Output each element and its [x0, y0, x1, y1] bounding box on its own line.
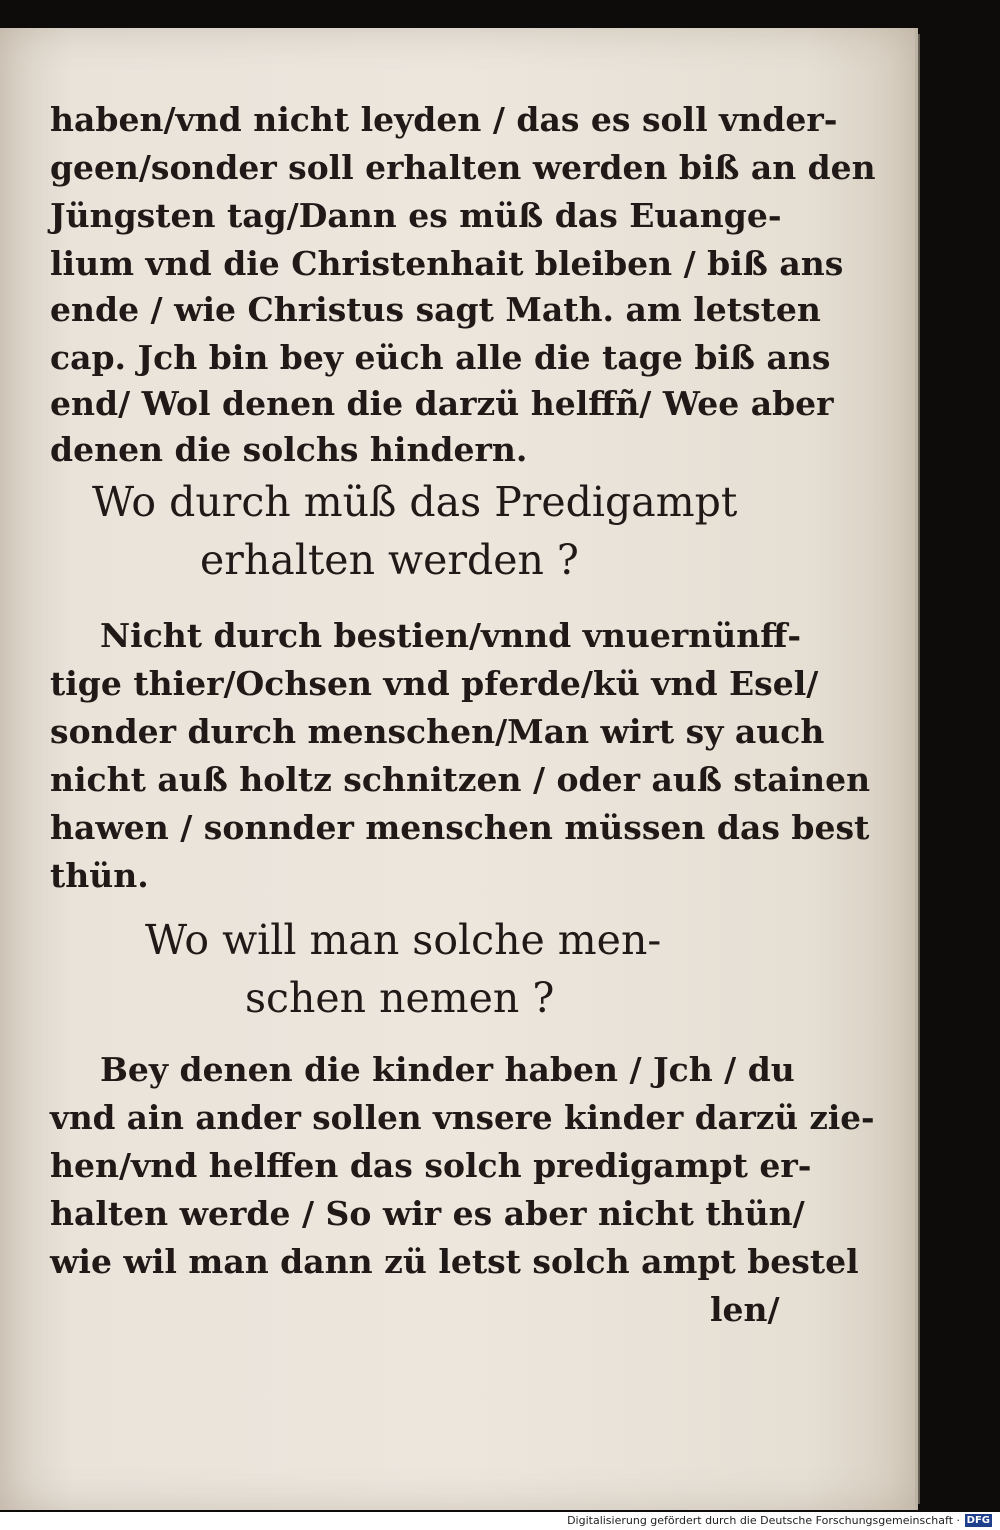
text-line: len/ — [710, 1290, 780, 1329]
section-heading: schen nemen ? — [245, 974, 555, 1022]
text-line: thün. — [50, 856, 149, 895]
text-line: geen/sonder soll erhalten werden biß an den — [50, 148, 876, 187]
section-heading: Wo will man solche men- — [145, 916, 662, 964]
text-line: hawen / sonnder menschen müssen das best — [50, 808, 870, 847]
section-heading: erhalten werden ? — [200, 536, 579, 584]
text-line: cap. Jch bin bey eüch alle die tage biß ans — [50, 338, 831, 377]
text-line: halten werde / So wir es aber nicht thün/ — [50, 1194, 805, 1233]
text-line: ende / wie Christus sagt Math. am letsten — [50, 290, 821, 329]
text-line: lium vnd die Christenhait bleiben / biß ans — [50, 244, 844, 283]
dfg-logo-icon: DFG — [966, 1515, 990, 1526]
text-line: haben/vnd nicht leyden / das es soll vnder- — [50, 100, 838, 139]
text-line: Bey denen die kinder haben / Jch / du — [100, 1050, 795, 1089]
text-line: hen/vnd helffen das solch predigampt er- — [50, 1146, 812, 1185]
text-line: nicht auß holtz schnitzen / oder auß stainen — [50, 760, 871, 799]
book-page — [0, 28, 918, 1510]
text-line: denen die solchs hindern. — [50, 430, 528, 469]
text-line: wie wil man dann zü letst solch ampt bestel — [50, 1242, 859, 1281]
text-line: tige thier/Ochsen vnd pferde/kü vnd Esel/ — [50, 664, 819, 703]
section-heading: Wo durch müß das Predigampt — [92, 478, 738, 526]
text-line: Jüngsten tag/Dann es müß das Euange- — [50, 196, 782, 235]
text-line: sonder durch menschen/Man wirt sy auch — [50, 712, 825, 751]
funding-credit: Digitalisierung gefördert durch die Deutsche Forschungsgemeinschaft · — [567, 1514, 960, 1527]
text-line: vnd ain ander sollen vnsere kinder darzü zie- — [50, 1098, 875, 1137]
footer-bar — [0, 1512, 1000, 1530]
text-line: Nicht durch bestien/vnnd vnuernünff- — [100, 616, 802, 655]
text-line: end/ Wol denen die darzü helffñ/ Wee aber — [50, 384, 834, 423]
